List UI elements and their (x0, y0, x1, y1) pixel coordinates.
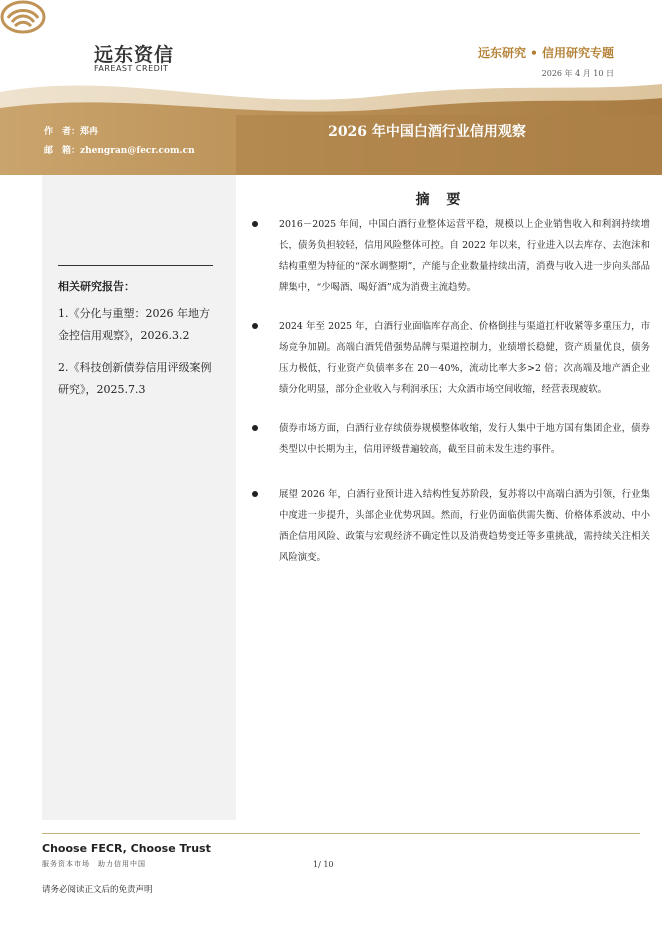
bullet-dot-icon (252, 323, 258, 329)
bullet-dot-icon (252, 425, 258, 431)
page-number: 1/ 10 (313, 860, 334, 869)
footer-divider (42, 833, 640, 834)
fareast-logo-icon (0, 0, 46, 34)
bullet-dot-icon (252, 491, 258, 497)
sidebar-divider (58, 265, 213, 266)
logo-english-name: FAREAST CREDIT (94, 64, 169, 73)
footer-slogan-sub: 服务资本市场 助力信用中国 (42, 860, 146, 868)
author-line: 作 者：郑冉 (44, 127, 99, 137)
email-line: 邮 箱：zhengran@fecr.com.cn (44, 146, 195, 156)
related-report-item[interactable]: 1.《分化与重塑：2026 年地方金控信用观察》，2026.3.2 (58, 307, 210, 342)
footer-slogan: Choose FECR, Choose Trust (42, 842, 211, 855)
abstract-bullet (252, 418, 650, 460)
related-report-item[interactable]: 2.《科技创新债券信用评级案例研究》，2025.7.3 (58, 361, 212, 396)
abstract-bullet-text: 展望 2026 年，白酒行业预计进入结构性复苏阶段，复苏将以中高端白酒为引领，行业集中度进一步提升，头部企业优势巩固。然而，行业仍面临供需失衡、价格体系波动、中小酒企信用风险、政策与宏观经济不确定性以及消费趋势变迁等多重挑战，需持续关注相关风险演变。 (279, 489, 650, 563)
abstract-bullet (252, 214, 650, 298)
bullet-dot-icon (252, 221, 258, 227)
abstract-bullet (252, 316, 650, 400)
report-series-label: 远东研究 • 信用研究专题 (477, 46, 614, 60)
report-title: 2026 年中国白酒行业信用观察 (328, 124, 526, 140)
sidebar-panel (42, 175, 236, 820)
report-date: 2026 年 4 月 10 日 (541, 69, 614, 78)
abstract-bullet-text: 2016－2025 年间，中国白酒行业整体运营平稳，规模以上企业销售收入和利润持续增长，债务负担较轻，信用风险整体可控。自 2022 年以来，行业进入以去库存、去泡沫和结构重塑为特征的“深水调整期”，产能与企业数量持续出清，消费与收入进一步向头部品牌集中，“少喝酒、喝好酒”成为消费主流趋势。 (279, 219, 650, 293)
abstract-bullet (252, 484, 650, 568)
abstract-bullet-text: 2024 年至 2025 年，白酒行业面临库存高企、价格倒挂与渠道扛杆收紧等多重压力，市场竞争加剧。高端白酒凭借强势品牌与渠道控制力，业绩增长稳健，资产质量优良，债务压力极低，行业资产负债率多在 20－40%，流动比率大多>2 倍；次高端及地产酒企业绩分化明显，部分企业收入与利润承压；大众酒市场空间收缩，经营表现疲软。 (279, 321, 650, 395)
abstract-heading: 摘 要 (415, 192, 467, 208)
abstract-bullet-text: 债券市场方面，白酒行业存续债券规模整体收缩，发行人集中于地方国有集团企业，债券类型以中长期为主，信用评级普遍较高，截至目前未发生违约事件。 (279, 423, 650, 455)
logo-chinese-name: 远东资信 (94, 44, 175, 66)
related-reports-heading: 相关研究报告： (58, 280, 135, 293)
report-header (0, 0, 662, 175)
disclaimer-note: 请务必阅读正文后的免责声明 (42, 885, 153, 895)
